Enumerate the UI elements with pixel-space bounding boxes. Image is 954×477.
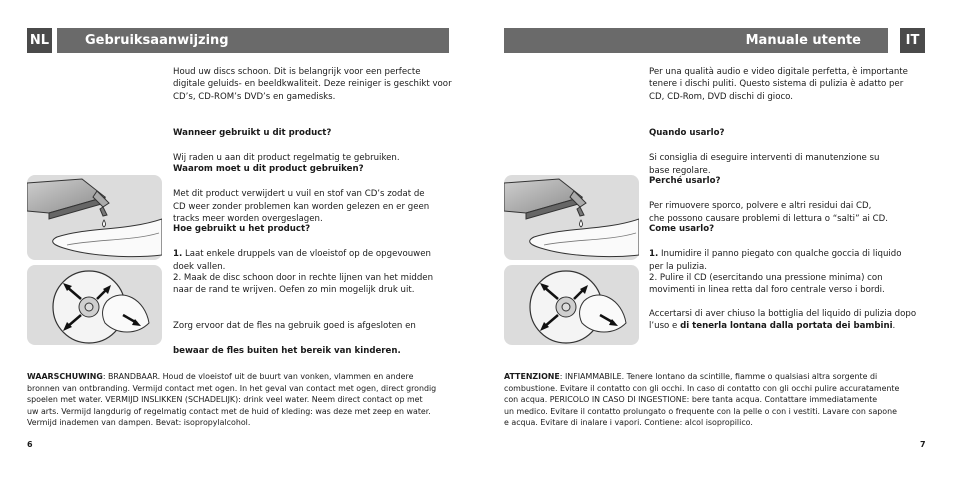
page-number: 7 [920, 440, 926, 449]
answer-when: Si consiglia di eseguire interventi di manutenzione su base regolare. [649, 153, 880, 176]
question-why: Waarom moet u dit product gebruiken? [173, 164, 364, 175]
step-1-text: Laat enkele druppels van de vloeistof op de opgevouwen doek vallen. [173, 249, 431, 272]
question-when: Quando usarlo? [649, 128, 725, 139]
language-badge-nl [27, 28, 52, 53]
care-note-it [649, 308, 939, 333]
language-code: NL [29, 33, 50, 48]
warning-label: ATTENZIONE [504, 372, 560, 381]
question-how: Hoe gebruikt u het product? [173, 224, 311, 235]
page-header-it [504, 28, 888, 53]
page-number: 6 [27, 440, 33, 449]
section-how-it [649, 211, 939, 273]
care-note-nl [173, 308, 458, 358]
section-how-nl [173, 211, 458, 273]
question-when: Wanneer gebruikt u dit product? [173, 128, 332, 139]
care-note-text: Accertarsi di aver chiuso la bottiglia del liquido di pulizia dopo l’uso e [649, 309, 917, 332]
answer-when: Wij raden u aan dit product regelmatig te gebruiken. [173, 153, 400, 164]
step-1-number: 1. [649, 249, 659, 260]
step-2-text-nl: 2. Maak de disc schoon door in rechte lijnen van het midden naar de rand te wrijven. Oefen zo min mogelijk druk uit. [173, 273, 434, 296]
intro-text-it: Per una qualità audio e video digitale perfetta, è importante tenere i dischi puliti. Questo sistema di pulizia è adatto per CD, CD-Rom, DVD dischi di gioco. [649, 67, 908, 102]
warning-block-it [504, 371, 929, 429]
care-note-text: Zorg ervoor dat de fles na gebruik goed is afgesloten en [173, 321, 416, 332]
intro-text-nl: Houd uw discs schoon. Dit is belangrijk voor een perfecte digitale geluids- en beeldkwaliteit. Deze reiniger is geschikt voor CD’s, CD-ROM’s DVD’s en gamedisks. [173, 67, 452, 102]
care-note-emphasis: bewaar de fles buiten het bereik van kinderen. [173, 346, 401, 357]
care-note-emphasis: di tenerla lontana dalla portata dei bambini [680, 321, 893, 332]
answer-why: Per rimuovere sporco, polvere e altri residui dai CD, che possono causare problemi di lettura o “salti” ai CD. [649, 201, 888, 224]
warning-text: : INFIAMMABILE. Tenere lontano da scintille, fiamme o qualsiasi altra sorgente di combustione. Evitare il contatto con gli occhi. In caso di contatto con gli occhi pulire accuratamente con acqua. PERICOLO IN CASO DI INGESTIONE: bere tanta acqua. Contattare immediatamente un medico. Evitare il contatto prolungato o frequente con la pelle o con i vestiti. Lavare con sapone e acqua. Evitare di inalare i vapori. Contiene: alcol isopropilico. [504, 372, 900, 428]
page-title: Gebruiksaanwijzing [85, 33, 229, 48]
step-2-text-it: 2. Pulire il CD (esercitando una pressione minima) con movimenti in linea retta dal foro centrale verso i bordi. [649, 273, 885, 296]
question-how: Come usarlo? [649, 224, 715, 235]
illustration-disc-cleaning [504, 265, 639, 345]
step-1-number: 1. [173, 249, 183, 260]
language-code: IT [905, 33, 920, 48]
question-why: Perché usarlo? [649, 176, 721, 187]
illustration-bottle-cloth [504, 175, 639, 260]
illustration-bottle-cloth [27, 175, 162, 260]
page-title: Manuale utente [745, 33, 861, 48]
language-badge-it [900, 28, 925, 53]
answer-why: Met dit product verwijdert u vuil en stof van CD’s zodat de CD weer zonder problemen kan worden gelezen en er geen tracks meer worden overgeslagen. [173, 189, 430, 225]
warning-block-nl [27, 371, 452, 429]
page-header-nl [57, 28, 449, 53]
warning-label: WAARSCHUWING [27, 372, 103, 381]
step-1-text: Inumidire il panno piegato con qualche goccia di liquido per la pulizia. [649, 249, 902, 272]
warning-text: : BRANDBAAR. Houd de vloeistof uit de buurt van vonken, vlammen en andere bronnen van ontbranding. Vermijd contact met ogen. In het geval van contact met ogen, direct grondig spoelen met water. VERMIJD INSLIKKEN (SCHADELIJK): drink veel water. Neem direct contact op met uw arts. Vermijd langdurig of regelmatig contact met de huid of kleding: was deze met zeep en water. Vermijd inademen van dampen. Bevat: isopropylalcohol. [27, 372, 437, 428]
illustration-disc-cleaning [27, 265, 162, 345]
care-note-end: . [892, 321, 896, 332]
